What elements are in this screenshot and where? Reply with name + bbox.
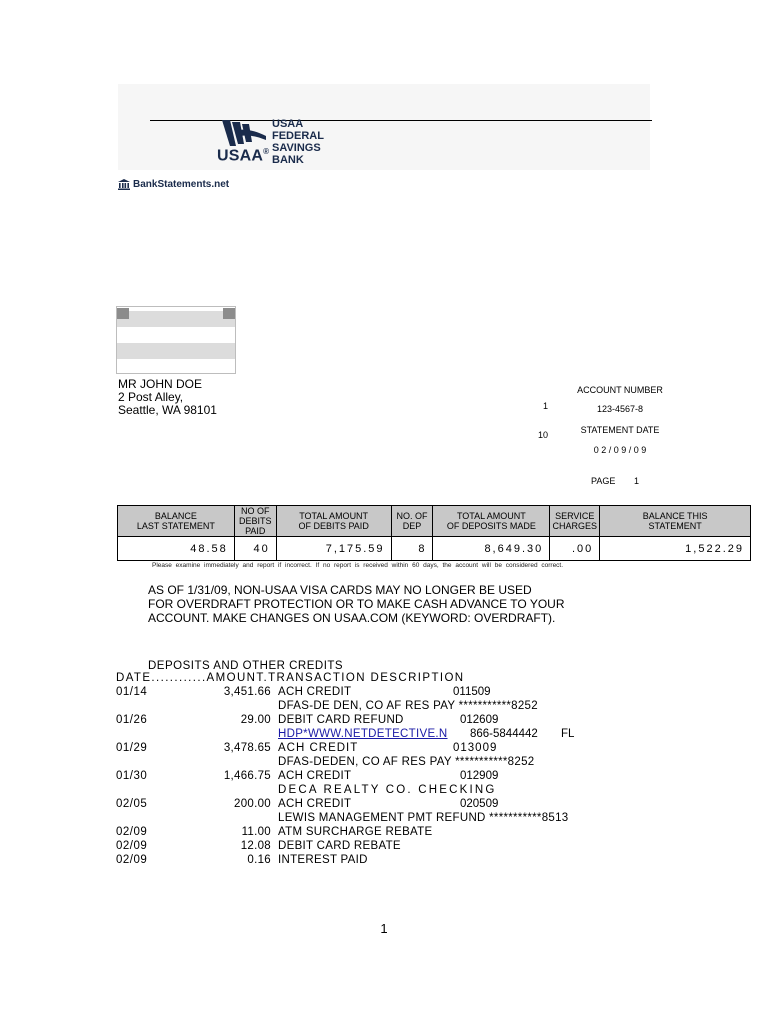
bank-name-line-3: SAVINGS xyxy=(272,142,321,154)
value-no-of-debits: 40 xyxy=(234,537,276,561)
disclaimer: Please examine immediately and report if incorrect. If no report is received within 60 days, the account will be considered correct. xyxy=(152,562,564,569)
deposit-reference: 020509 xyxy=(460,798,499,810)
account-number: 123-4567-8 xyxy=(596,404,644,414)
deposit-description: ACH CREDIT xyxy=(278,770,352,782)
header-no-of-debits: NO OF DEBITS PAID xyxy=(234,506,276,537)
header-balance-this: BALANCE THIS STATEMENT xyxy=(600,506,751,537)
deposit-amount: 29.00 xyxy=(240,714,271,726)
deposit-detail: DFAS-DE DEN, CO AF RES PAY ***********8252 xyxy=(278,700,538,712)
envelope-corner xyxy=(117,308,129,319)
header-total-debits: TOTAL AMOUNT OF DEBITS PAID xyxy=(276,506,391,537)
notice-line-2: FOR OVERDRAFT PROTECTION OR TO MAKE CASH ADVANCE TO YOUR xyxy=(148,597,565,611)
value-balance-last: 48.58 xyxy=(118,537,235,561)
deposit-amount: 3,451.66 xyxy=(223,686,271,698)
notice-line-3: ACCOUNT. MAKE CHANGES ON USAA.COM (KEYWORD: OVERDRAFT). xyxy=(148,611,556,625)
envelope-stripe xyxy=(117,343,235,359)
deposit-reference: 013009 xyxy=(453,742,498,754)
envelope-graphic xyxy=(116,306,236,374)
side-code-2: 10 xyxy=(538,430,549,440)
customer-name: MR JOHN DOE xyxy=(118,377,202,391)
deposit-amount: 12.08 xyxy=(240,840,271,852)
deposit-detail: DECA REALTY CO. CHECKING xyxy=(278,784,497,796)
logo-text: USAA xyxy=(217,147,264,165)
bank-name-line-4: BANK xyxy=(272,154,304,166)
statement-date: 0 2 / 0 9 / 0 9 xyxy=(593,445,647,455)
page-number: 1 xyxy=(634,476,640,486)
value-total-debits: 7,175.59 xyxy=(276,537,391,561)
bank-building-icon xyxy=(118,179,130,190)
footer-page-number: 1 xyxy=(380,921,388,936)
deposit-amount: 200.00 xyxy=(234,798,271,810)
summary-values-row xyxy=(118,537,751,561)
deposit-reference: 012909 xyxy=(460,770,499,782)
watermark-text: BankStatements.net xyxy=(133,179,230,190)
bank-name-line-1: USAA xyxy=(272,118,304,130)
deposit-amount: 1,466.75 xyxy=(223,770,271,782)
merchant-state: FL xyxy=(561,728,575,740)
deposit-amount: 0.16 xyxy=(247,854,271,866)
customer-city: Seattle, WA 98101 xyxy=(118,403,217,417)
header-total-deposits: TOTAL AMOUNT OF DEPOSITS MADE xyxy=(433,506,550,537)
value-total-deposits: 8,649.30 xyxy=(433,537,550,561)
deposit-description: ACH CREDIT xyxy=(278,798,352,810)
deposit-date: 01/30 xyxy=(116,770,148,782)
merchant-phone: 866-5844442 xyxy=(470,728,538,740)
deposit-date: 01/26 xyxy=(116,714,148,726)
account-number-label: ACCOUNT NUMBER xyxy=(577,385,663,395)
summary-header-row xyxy=(118,506,751,537)
deposit-description: ACH CREDIT xyxy=(278,686,352,698)
deposit-date: 02/09 xyxy=(116,854,148,866)
deposit-amount: 11.00 xyxy=(241,826,271,838)
deposit-reference: 011509 xyxy=(453,686,491,698)
deposit-detail: DFAS-DEDEN, CO AF RES PAY ***********8252 xyxy=(278,756,535,768)
value-balance-this: 1,522.29 xyxy=(600,537,751,561)
value-service-charges: .00 xyxy=(550,537,600,561)
deposit-date: 02/05 xyxy=(116,798,148,810)
deposit-detail: LEWIS MANAGEMENT PMT REFUND ***********8513 xyxy=(278,812,569,824)
envelope-corner xyxy=(223,308,235,319)
header-service-charges: SERVICE CHARGES xyxy=(550,506,600,537)
registered-mark: ® xyxy=(263,147,270,156)
deposit-amount: 3,478.65 xyxy=(223,742,271,754)
envelope-stripe xyxy=(117,311,235,327)
summary-table xyxy=(117,505,751,561)
deposit-description: ACH CREDIT xyxy=(278,742,359,754)
usaa-logo xyxy=(217,147,269,165)
deposit-date: 01/29 xyxy=(116,742,148,754)
customer-street: 2 Post Alley, xyxy=(118,390,184,404)
deposit-date: 02/09 xyxy=(116,840,148,852)
merchant-link[interactable]: HDP*WWW.NETDETECTIVE.N xyxy=(278,728,448,740)
header-balance-last: BALANCE LAST STATEMENT xyxy=(118,506,235,537)
value-no-of-dep: 8 xyxy=(391,537,433,561)
deposit-description: DEBIT CARD REFUND xyxy=(278,714,404,726)
header-no-of-dep: NO. OF DEP xyxy=(391,506,433,537)
side-code-1: 1 xyxy=(543,401,549,411)
deposits-column-header: DATE............AMOUNT.TRANSACTION DESCRIPTION xyxy=(116,672,465,684)
page-label: PAGE xyxy=(591,476,616,486)
deposit-description: INTEREST PAID xyxy=(278,854,368,866)
deposit-description: ATM SURCHARGE REBATE xyxy=(278,826,433,838)
bank-name-line-2: FEDERAL xyxy=(272,130,324,142)
deposits-section-title: DEPOSITS AND OTHER CREDITS xyxy=(148,660,344,672)
deposit-description: DEBIT CARD REBATE xyxy=(278,840,401,852)
header-band xyxy=(118,84,650,170)
deposit-date: 01/14 xyxy=(116,686,148,698)
deposit-date: 02/09 xyxy=(116,826,148,838)
statement-date-label: STATEMENT DATE xyxy=(580,425,660,435)
deposit-reference: 012609 xyxy=(460,714,499,726)
notice-line-1: AS OF 1/31/09, NON-USAA VISA CARDS MAY NO LONGER BE USED xyxy=(148,583,532,597)
